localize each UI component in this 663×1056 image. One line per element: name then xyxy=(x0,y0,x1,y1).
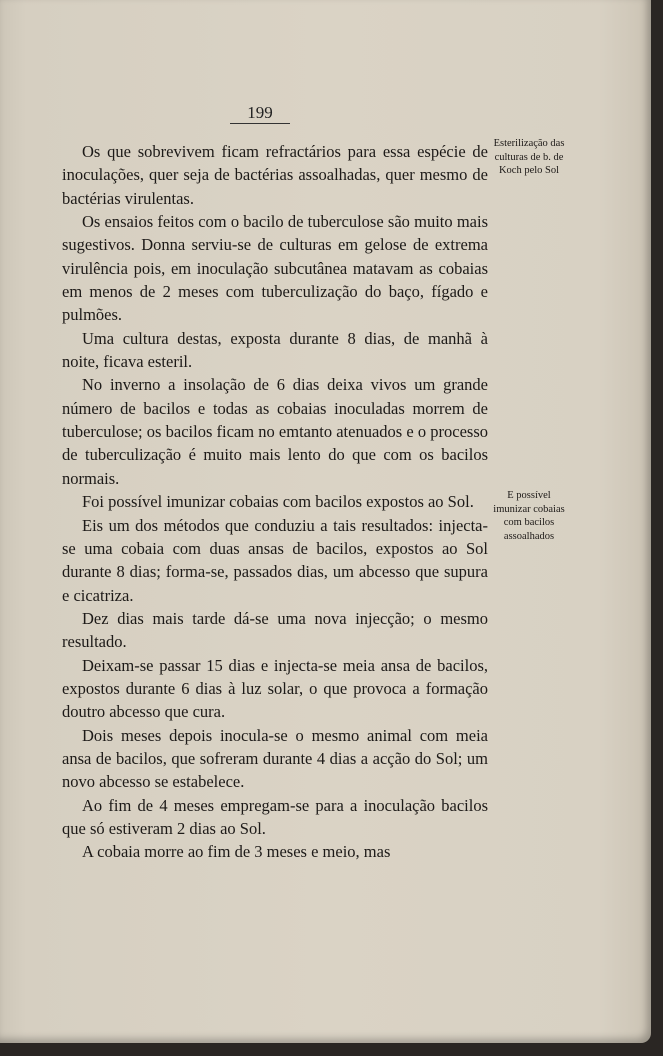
paragraph: Ao fim de 4 meses empregam-se para a inoculação bacilos que só estiveram 2 dias ao Sol. xyxy=(62,795,488,838)
body-text xyxy=(62,140,488,864)
margin-note-sterilization: Esterilização das culturas de b. de Koch pelo Sol xyxy=(493,138,565,176)
paragraph: Os que sobrevivem ficam refractários para essa espécie de inoculações, quer seja de bactérias assoalhadas, quer mesmo de bactérias virulentas. xyxy=(62,142,488,208)
page-number: 199 xyxy=(247,103,273,122)
paragraph: Dez dias mais tarde dá-se uma nova injecção; o mesmo resultado. xyxy=(62,608,488,652)
paragraph: Eis um dos métodos que conduziu a tais resultados: injecta-se uma cobaia com duas ansas de bacilos, expostos ao Sol durante 8 dias; forma-se, passados dias, um abcesso que supura e cicatriza. xyxy=(62,515,488,605)
paragraph: Deixam-se passar 15 dias e injecta-se meia ansa de bacilos, expostos durante 6 dias à luz solar, o que provoca a formação doutro abcesso que cura. xyxy=(62,655,488,722)
margin-note-immunization: E possível imunizar cobaias com bacilos assoalhados xyxy=(493,490,565,542)
paragraph: Uma cultura destas, exposta durante 8 dias, de manhã à noite, ficava esteril. xyxy=(62,328,488,372)
paragraph: Os ensaios feitos com o bacilo de tuberculose são muito mais sugestivos. Donna serviu-se de culturas em gelose de extrema virulência pois, em inoculação subcutânea matavam as cobaias em menos de 2 meses com tuberculização do baço, fígado e pulmões. xyxy=(62,212,488,325)
paragraph: A cobaia morre ao fim de 3 meses e meio, mas xyxy=(82,842,391,862)
paragraph: Dois meses depois inocula-se o mesmo animal com meia ansa de bacilos, que sofreram durante 4 dias a acção do Sol; um novo abcesso se estabelece. xyxy=(62,725,488,792)
paragraph: No inverno a insolação de 6 dias deixa vivos um grande número de bacilos e todas as cobaias inoculadas morrem de tuberculose; os bacilos ficam no emtanto atenuados e o processo de tuberculização é muito mais lento do que com os bacilos normais. xyxy=(62,375,488,488)
page-number-rule xyxy=(230,123,290,124)
paragraph: Foi possível imunizar cobaias com bacilos expostos ao Sol. xyxy=(82,492,474,512)
